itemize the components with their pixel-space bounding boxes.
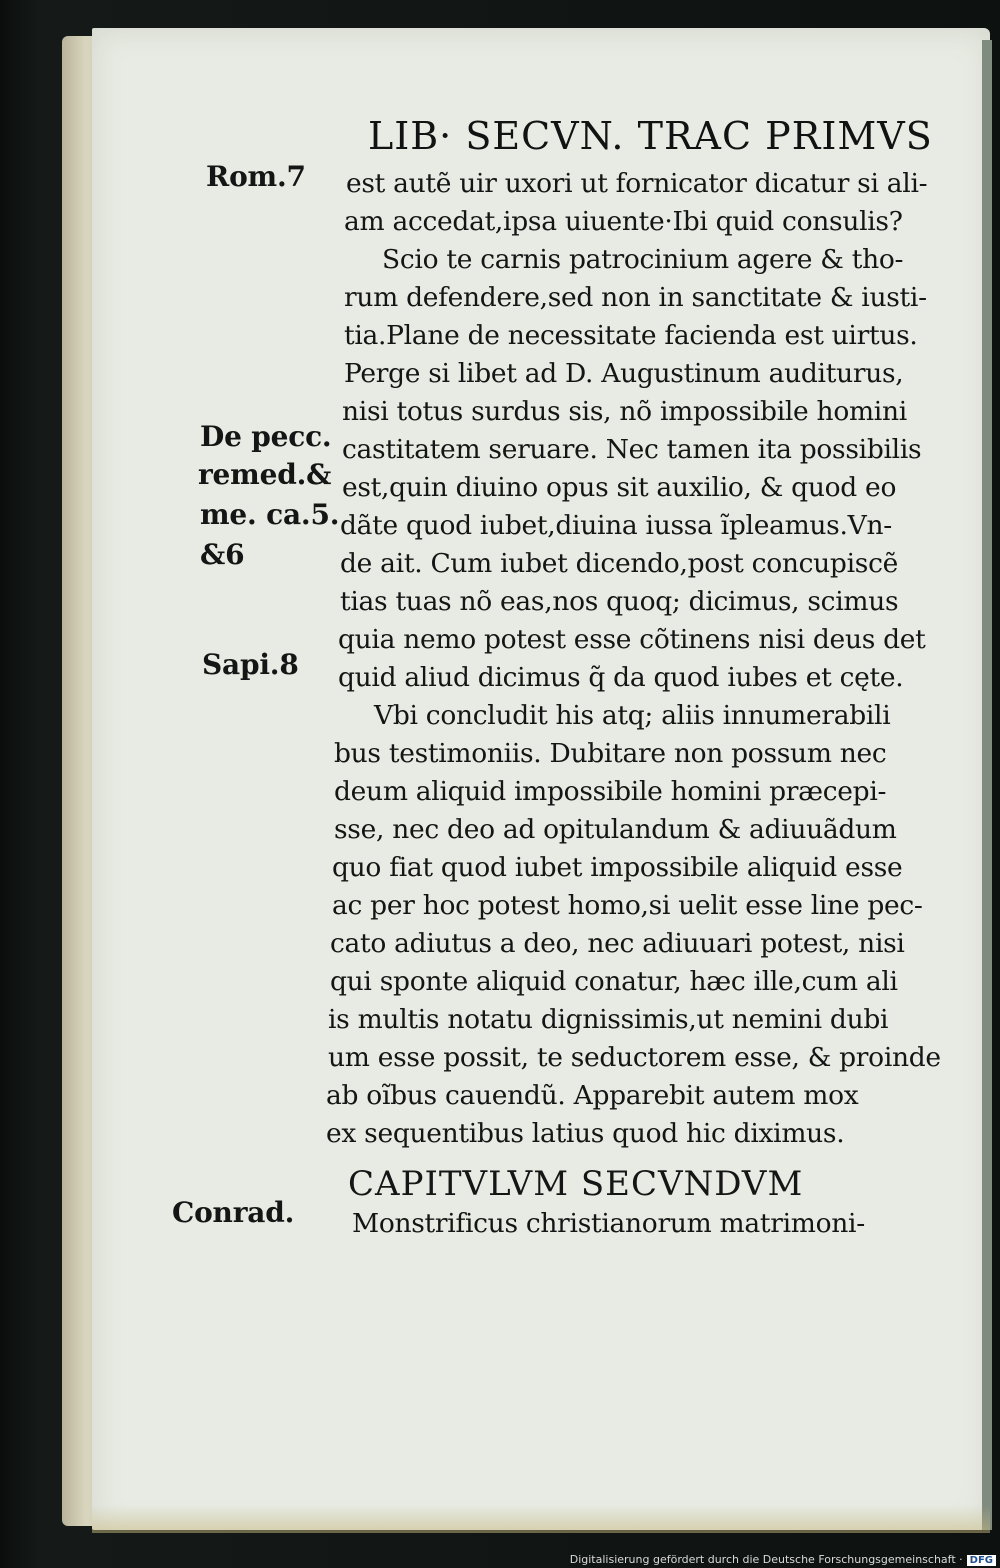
margin-note-remed: remed.& (198, 458, 332, 491)
margin-note-me-ca: me. ca.5. (200, 498, 340, 531)
body-line: tia.Plane de necessitate facienda est uirtus. (344, 320, 918, 351)
body-line: Perge si libet ad D. Augustinum auditurus, (344, 358, 904, 389)
body-line: castitatem seruare. Nec tamen ita possibilis (342, 434, 922, 465)
body-line: de ait. Cum iubet dicendo,post concupiscẽ (340, 548, 898, 579)
body-line: est autẽ uir uxori ut fornicator dicatur si ali- (346, 168, 928, 199)
chapter-first-line: Monstrificus christianorum matrimoni- (352, 1208, 865, 1239)
body-line: est,quin diuino opus sit auxilio, & quod eo (342, 472, 897, 503)
body-line: sse, nec deo ad opitulandum & adiuuãdum (334, 814, 897, 845)
margin-note-sapi: Sapi.8 (202, 648, 299, 681)
body-line: quid aliud dicimus q̃ da quod iubes et cęte. (338, 662, 904, 693)
body-line: um esse possit, te seductorem esse, & proinde (328, 1042, 941, 1073)
body-line: qui sponte aliquid conatur, hæc ille,cum ali (330, 966, 898, 997)
margin-note-and-6: &6 (200, 538, 245, 571)
body-line: ab oĩbus cauendũ. Apparebit autem mox (326, 1080, 859, 1111)
body-line: is multis notatu dignissimis,ut nemini dubi (328, 1004, 889, 1035)
body-line: ac per hoc potest homo,si uelit esse line pec- (332, 890, 923, 921)
body-line: quia nemo potest esse cõtinens nisi deus det (338, 624, 926, 655)
body-line: bus testimoniis. Dubitare non possum nec (334, 738, 887, 769)
body-line: dãte quod iubet,diuina iussa ĩpleamus.Vn- (340, 510, 892, 541)
body-line: Scio te carnis patrocinium agere & tho- (382, 244, 904, 275)
body-line: ex sequentibus latius quod hic diximus. (326, 1118, 845, 1149)
body-line: cato adiutus a deo, nec adiuuari potest, nisi (330, 928, 905, 959)
body-line: Vbi concludit his atq; aliis innumerabili (374, 700, 891, 731)
margin-note-rom: Rom.7 (206, 160, 306, 193)
body-line: tias tuas nõ eas,nos quoq; dicimus, scimus (340, 586, 899, 617)
running-head: LIB· SECVN. TRAC PRIMVS (368, 114, 933, 158)
body-line: deum aliquid impossibile homini præcepi- (334, 776, 887, 807)
body-line: rum defendere,sed non in sanctitate & iusti- (344, 282, 927, 313)
chapter-title: CAPITVLVM SECVNDVM (348, 1164, 804, 1204)
digitization-credit (570, 1553, 996, 1566)
body-line: quo fiat quod iubet impossibile aliquid esse (332, 852, 903, 883)
body-line: nisi totus surdus sis, nõ impossibile homini (342, 396, 907, 427)
body-line: am accedat,ipsa uiuente·Ibi quid consulis? (344, 206, 903, 237)
margin-note-de-pecc: De pecc. (200, 420, 332, 453)
page-bottom-stain (92, 1505, 990, 1533)
dfg-logo: DFG (967, 1555, 996, 1566)
page-right-edge (982, 40, 992, 1530)
margin-note-conrad: Conrad. (172, 1196, 295, 1229)
digitization-credit-text: Digitalisierung gefördert durch die Deutsche Forschungsgemeinschaft · (569, 1553, 963, 1566)
